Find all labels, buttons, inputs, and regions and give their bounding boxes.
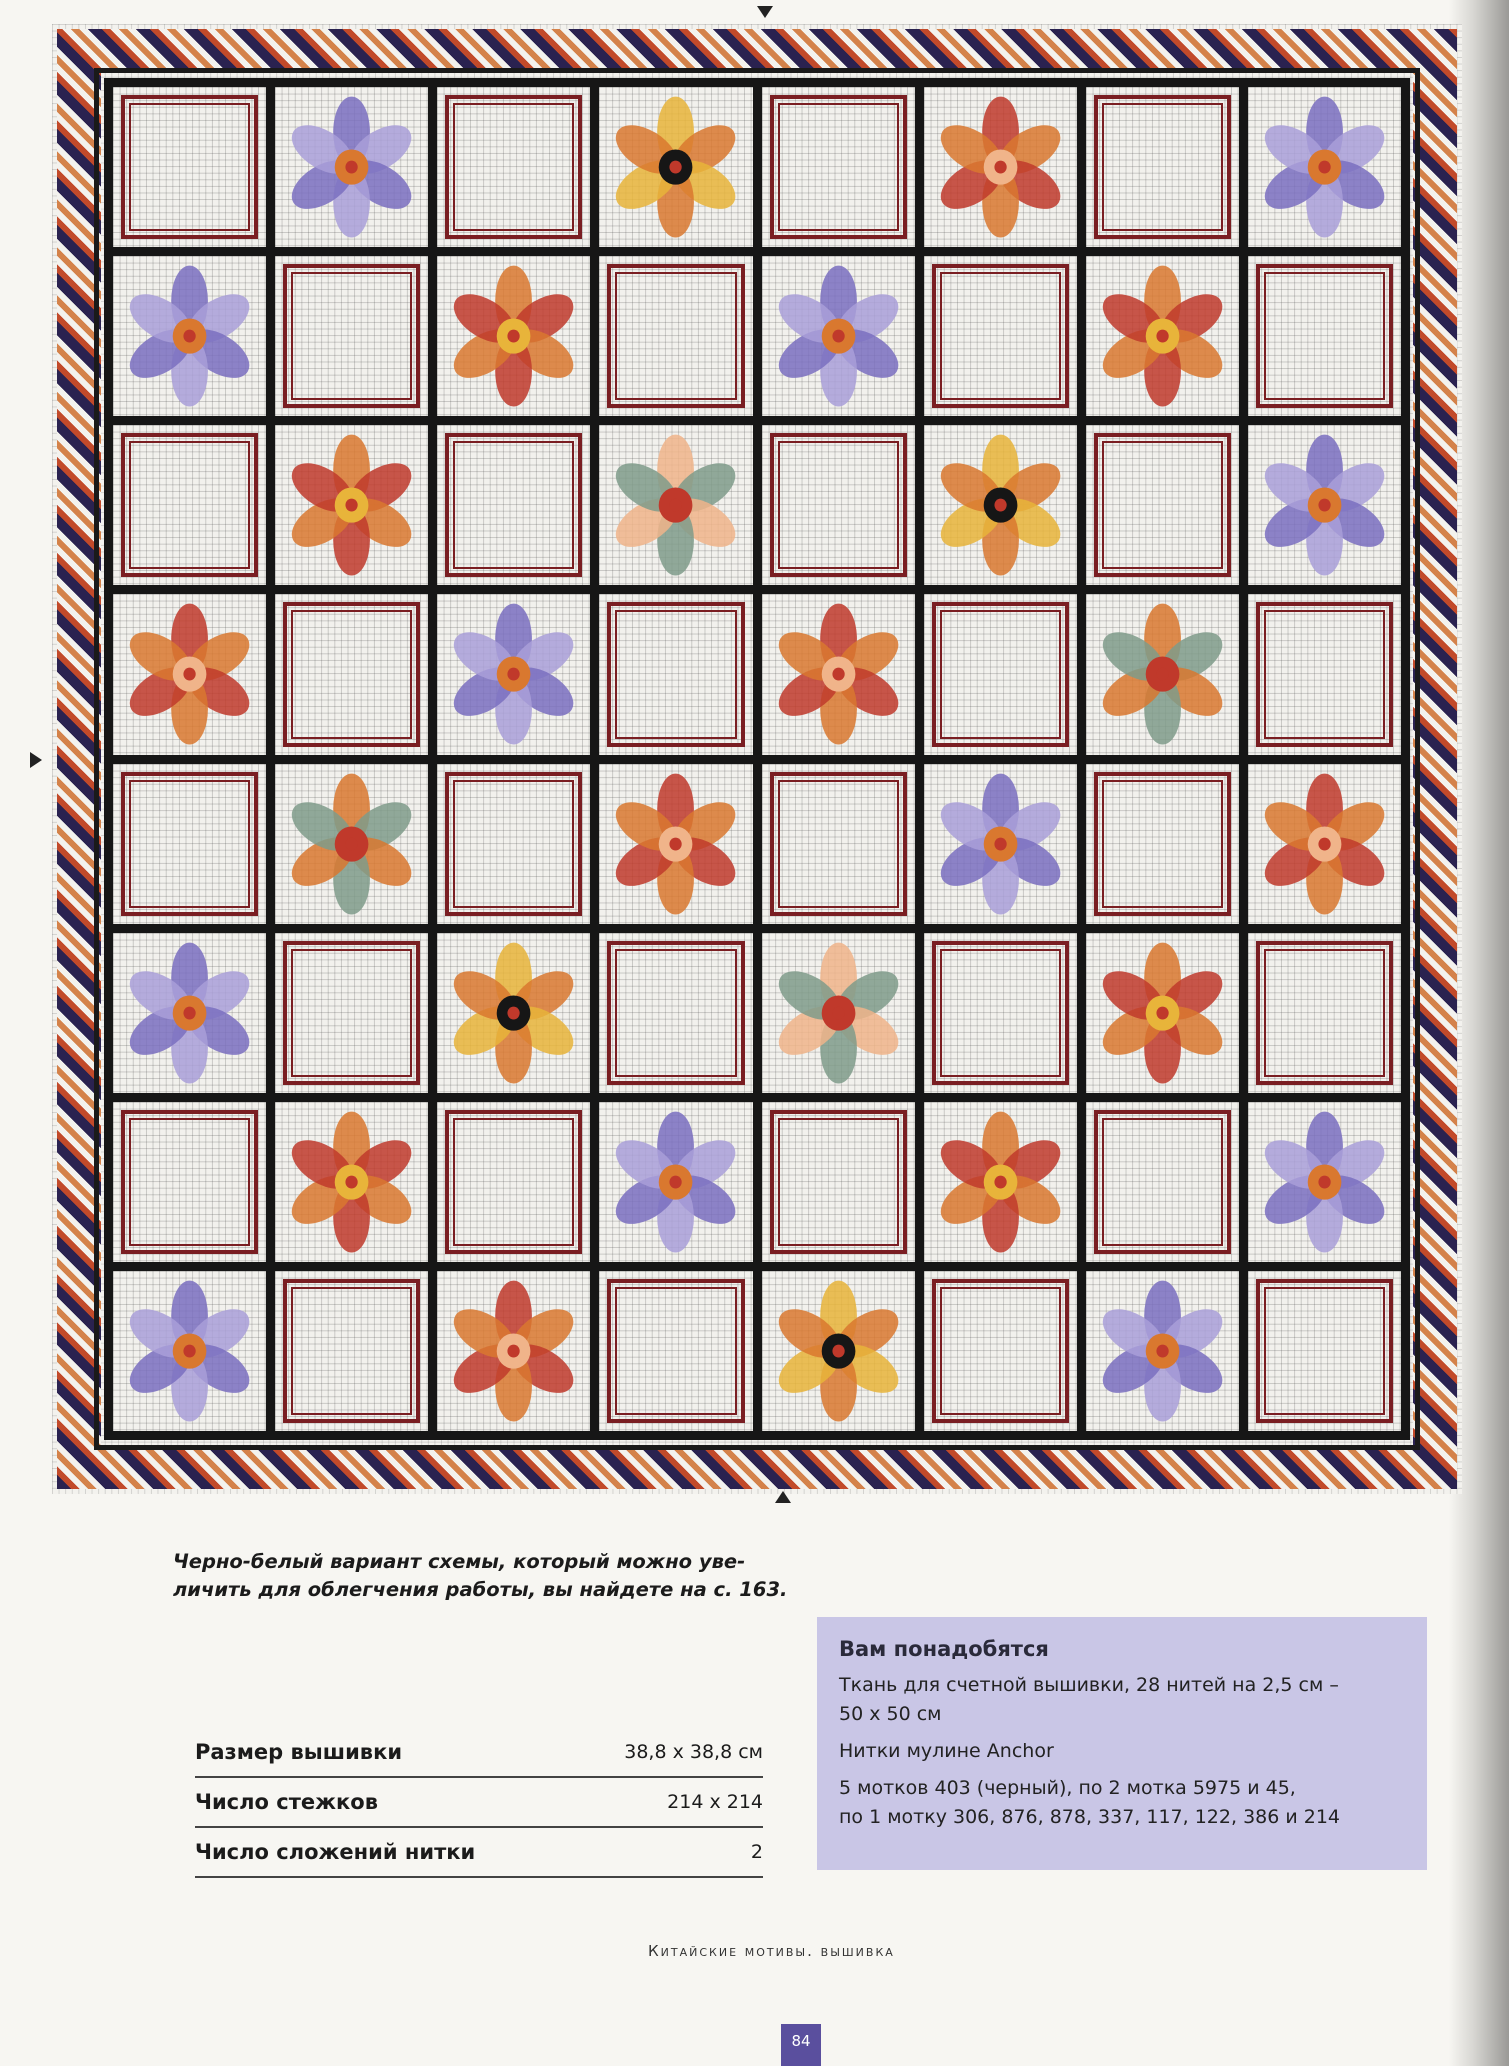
motif-cell <box>762 933 915 1093</box>
red-orchid-icon <box>113 594 266 754</box>
materials-fabric: Ткань для счетной вышивки, 28 нитей на 2,5 см – <box>839 1674 1339 1696</box>
motif-cell <box>1086 1271 1239 1431</box>
red-orchid-icon <box>1248 764 1401 924</box>
motif-cell <box>599 87 752 247</box>
motif-cell <box>113 1271 266 1431</box>
motif-cell <box>1086 594 1239 754</box>
empty-frame-cell <box>1248 933 1401 1093</box>
materials-box <box>817 1617 1427 1870</box>
orange-lotus-icon <box>275 425 428 585</box>
spec-value: 2 <box>750 1841 763 1863</box>
purple-lily-icon <box>275 87 428 247</box>
chart-caption <box>173 1548 823 1604</box>
empty-frame-cell <box>1086 1102 1239 1262</box>
motif-cell <box>924 87 1077 247</box>
materials-title: Вам понадобятся <box>839 1637 1049 1661</box>
motif-cell <box>924 425 1077 585</box>
red-poppy-icon <box>599 764 752 924</box>
motif-cell <box>437 256 590 416</box>
motif-cell <box>599 764 752 924</box>
motif-cell <box>1248 87 1401 247</box>
motif-cell <box>437 594 590 754</box>
motif-cell <box>1086 256 1239 416</box>
center-marker-bottom-icon <box>775 1491 791 1503</box>
empty-frame-cell <box>924 933 1077 1093</box>
butterfly-green-icon <box>762 933 915 1093</box>
purple-fish-icon <box>1248 425 1401 585</box>
empty-frame-cell <box>437 87 590 247</box>
motif-cell <box>1248 1102 1401 1262</box>
empty-frame-cell <box>275 933 428 1093</box>
purple-bell-icon <box>113 256 266 416</box>
motif-cell <box>275 425 428 585</box>
yellow-lotus-icon <box>924 425 1077 585</box>
orange-lotus-icon <box>1086 933 1239 1093</box>
empty-frame-cell <box>437 425 590 585</box>
red-peony-icon <box>924 87 1077 247</box>
purple-flower-icon <box>924 764 1077 924</box>
empty-frame-cell <box>113 87 266 247</box>
empty-frame-cell <box>437 764 590 924</box>
motif-cell <box>762 594 915 754</box>
empty-frame-cell <box>599 1271 752 1431</box>
center-marker-left-icon <box>30 752 42 768</box>
purple-pansy-icon <box>113 1271 266 1431</box>
caption-line: личить для облегчения работы, вы найдете на с. 163. <box>173 1578 788 1601</box>
yellow-butterfly-icon <box>762 1271 915 1431</box>
motif-grid <box>104 78 1410 1440</box>
orange-chrysanthemum-icon <box>1086 256 1239 416</box>
fan-icon <box>1086 594 1239 754</box>
spec-value: 38,8 x 38,8 см <box>624 1741 763 1763</box>
purple-butterfly-icon <box>599 1102 752 1262</box>
motif-cell <box>1086 933 1239 1093</box>
orange-leaf-icon <box>924 1102 1077 1262</box>
empty-frame-cell <box>599 256 752 416</box>
spec-label: Число сложений нитки <box>195 1840 476 1864</box>
materials-skeins: 5 мотков 403 (черный), по 2 мотка 5975 и 45, <box>839 1777 1296 1799</box>
motif-cell <box>1248 764 1401 924</box>
motif-cell <box>113 256 266 416</box>
empty-frame-cell <box>762 1102 915 1262</box>
spec-row <box>195 1828 763 1878</box>
spec-value: 214 x 214 <box>667 1791 763 1813</box>
motif-cell <box>437 1271 590 1431</box>
purple-flower-icon <box>437 594 590 754</box>
red-peony-icon <box>437 1271 590 1431</box>
caption-line: Черно-белый вариант схемы, который можно уве- <box>173 1550 746 1573</box>
motif-cell <box>437 933 590 1093</box>
empty-frame-cell <box>1086 87 1239 247</box>
yellow-butterfly-icon <box>599 87 752 247</box>
materials-threads: Нитки мулине Anchor <box>839 1740 1054 1762</box>
empty-frame-cell <box>762 425 915 585</box>
motif-cell <box>924 764 1077 924</box>
fan-icon <box>275 764 428 924</box>
cross-stitch-chart <box>52 24 1462 1494</box>
empty-frame-cell <box>599 594 752 754</box>
empty-frame-cell <box>275 256 428 416</box>
empty-frame-cell <box>924 1271 1077 1431</box>
empty-frame-cell <box>1248 1271 1401 1431</box>
materials-skeins: по 1 мотку 306, 876, 878, 337, 117, 122, 386 и 214 <box>839 1806 1341 1828</box>
motif-cell <box>924 1102 1077 1262</box>
center-marker-top-icon <box>757 6 773 18</box>
purple-lily-icon <box>1086 1271 1239 1431</box>
orange-chrysanthemum-icon <box>275 1102 428 1262</box>
page-number: 84 <box>781 2024 821 2066</box>
motif-cell <box>599 1102 752 1262</box>
butterfly-green-icon <box>599 425 752 585</box>
spec-label: Число стежков <box>195 1790 378 1814</box>
spec-row <box>195 1778 763 1828</box>
empty-frame-cell <box>762 764 915 924</box>
empty-frame-cell <box>275 1271 428 1431</box>
empty-frame-cell <box>1086 425 1239 585</box>
motif-cell <box>599 425 752 585</box>
empty-frame-cell <box>1086 764 1239 924</box>
footer-title: Китайские мотивы. вышивка <box>648 1942 895 1960</box>
purple-bell-icon <box>1248 1102 1401 1262</box>
empty-frame-cell <box>762 87 915 247</box>
empty-frame-cell <box>924 594 1077 754</box>
motif-cell <box>762 256 915 416</box>
purple-butterfly-icon <box>762 256 915 416</box>
empty-frame-cell <box>1248 594 1401 754</box>
empty-frame-cell <box>924 256 1077 416</box>
motif-cell <box>762 1271 915 1431</box>
specs-table <box>195 1728 763 1878</box>
purple-pansy-icon <box>1248 87 1401 247</box>
orange-leaf-icon <box>437 256 590 416</box>
spec-row <box>195 1728 763 1778</box>
empty-frame-cell <box>113 425 266 585</box>
motif-cell <box>1248 425 1401 585</box>
motif-cell <box>275 1102 428 1262</box>
empty-frame-cell <box>437 1102 590 1262</box>
empty-frame-cell <box>599 933 752 1093</box>
motif-cell <box>275 87 428 247</box>
purple-fish-icon <box>113 933 266 1093</box>
yellow-lotus-icon <box>437 933 590 1093</box>
empty-frame-cell <box>275 594 428 754</box>
red-poppy-icon <box>762 594 915 754</box>
motif-cell <box>113 933 266 1093</box>
empty-frame-cell <box>113 1102 266 1262</box>
motif-cell <box>275 764 428 924</box>
spec-label: Размер вышивки <box>195 1740 403 1764</box>
empty-frame-cell <box>113 764 266 924</box>
motif-cell <box>113 594 266 754</box>
materials-fabric-size: 50 x 50 см <box>839 1703 942 1725</box>
empty-frame-cell <box>1248 256 1401 416</box>
